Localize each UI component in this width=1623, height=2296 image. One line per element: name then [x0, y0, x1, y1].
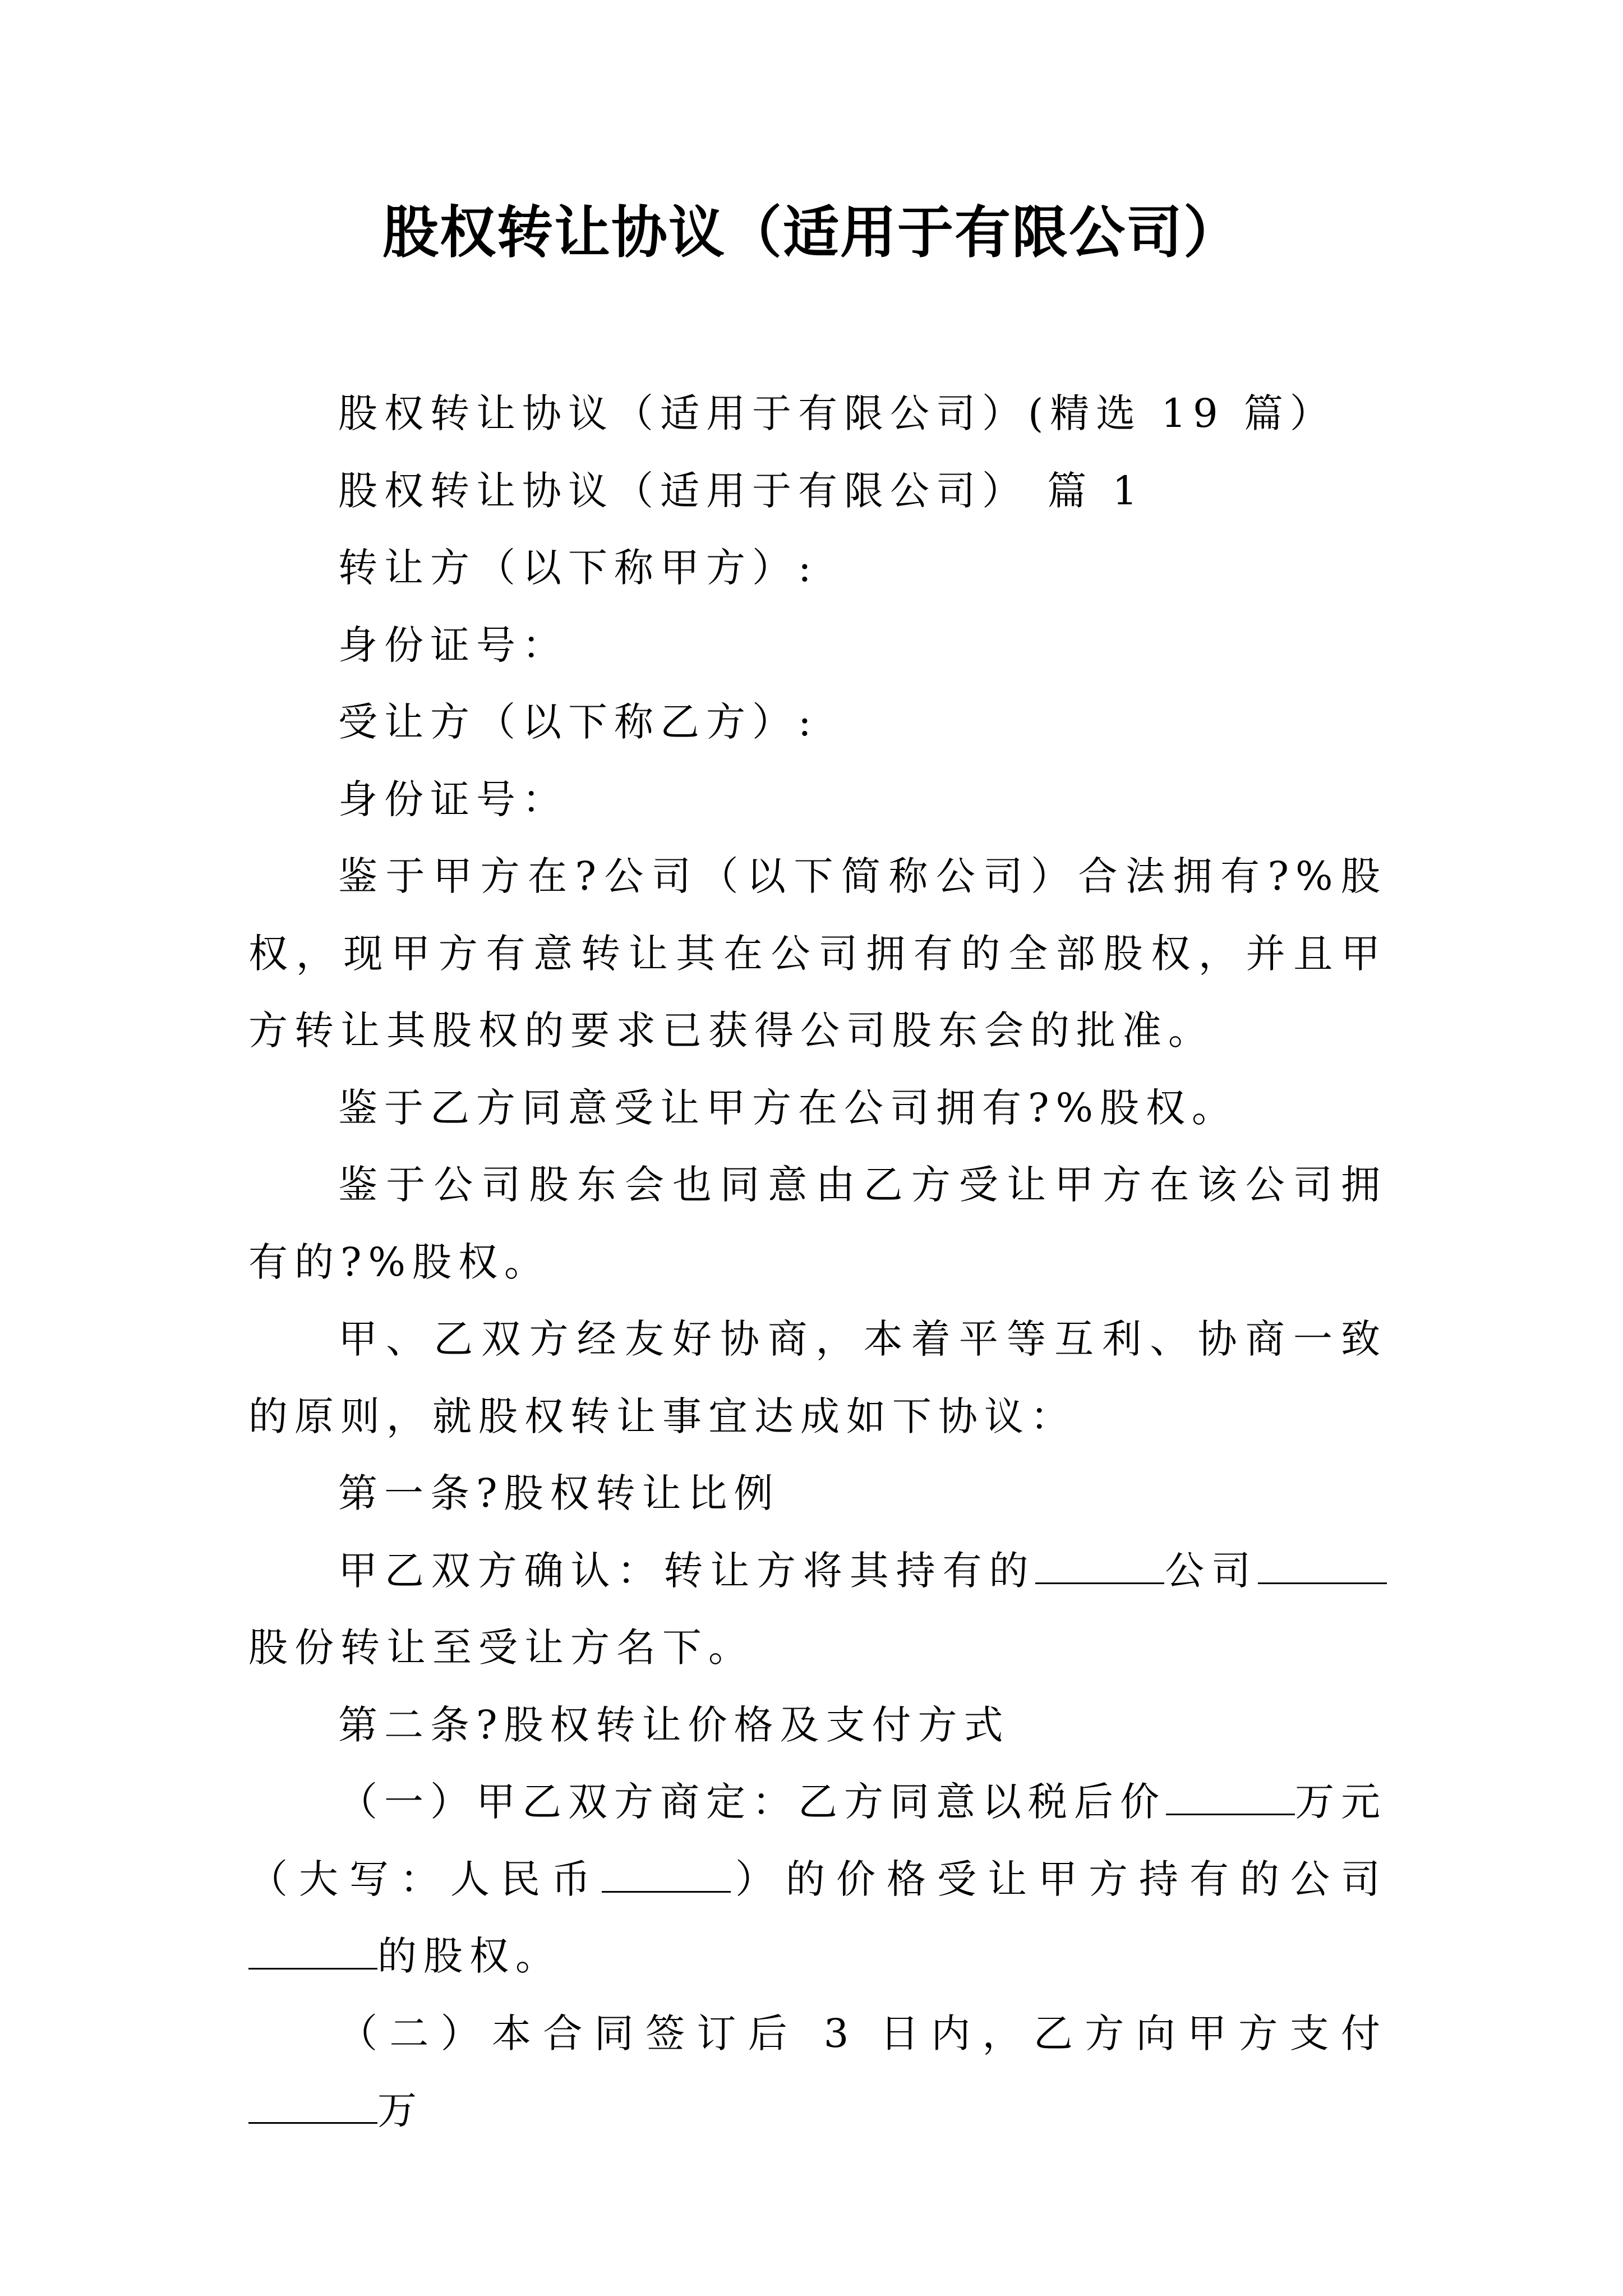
paragraph-transferee: 受让方（以下称乙方）: [338, 699, 818, 745]
clause2-item1-part3: ）的价格受让甲方持有的公司 [731, 1856, 1387, 1902]
document-title: 股权转让协议（适用于有限公司） [382, 200, 1241, 265]
paragraph-transferor: 转让方（以下称甲方）: [338, 545, 818, 591]
paragraph-clause2-item2 [248, 1995, 1387, 2150]
clause2-item1-part4: 的股权。 [377, 1933, 561, 1979]
clause2-item2-part1: （二）本合同签订后 3 日内，乙方向甲方支付 [338, 2010, 1387, 2056]
blank-line [1258, 1550, 1387, 1584]
clause1-text-part1: 甲乙双方确认：转让方将其持有的 [338, 1547, 1036, 1594]
paragraph-whereas-3: 鉴于公司股东会也同意由乙方受让甲方在该公司拥有的?%股权。 [248, 1162, 1387, 1285]
paragraph-whereas-1: 鉴于甲方在?公司（以下简称公司）合法拥有?%股权，现甲方有意转让其在公司拥有的全部股权，并且甲方转让其股权的要求已获得公司股东会的批准。 [248, 853, 1387, 1053]
blank-line [248, 1935, 377, 1970]
paragraph-subtitle: 股权转让协议（适用于有限公司）(精选 19 篇） [338, 390, 1336, 436]
paragraph-agreement-intro: 甲、乙双方经友好协商，本着平等互利、协商一致的原则，就股权转让事宜达成如下协议： [248, 1316, 1387, 1439]
blank-line [1035, 1550, 1164, 1584]
paragraph-clause1-text [248, 1533, 1387, 1687]
paragraph-transferee-id: 身份证号： [338, 776, 568, 822]
paragraph-whereas-2: 鉴于乙方同意受让甲方在公司拥有?%股权。 [338, 1084, 1238, 1131]
document-body [248, 375, 1387, 2150]
blank-line [248, 2090, 377, 2124]
paragraph-clause2-item1 [248, 1764, 1387, 1995]
clause2-item2-part2: 万 [377, 2087, 423, 2133]
clause1-text-part3: 股份转让至受让方名下。 [248, 1625, 754, 1671]
blank-line [1166, 1781, 1295, 1815]
blank-line [602, 1858, 731, 1893]
paragraph-transferor-id: 身份证号： [338, 622, 568, 668]
paragraph-clause1-heading: 第一条?股权转让比例 [338, 1470, 780, 1516]
clause1-text-part2: 公司 [1164, 1547, 1258, 1594]
clause2-item1-part2: 万元（大写：人民币 [248, 1779, 1387, 1902]
clause2-item1-part1: （一）甲乙双方商定：乙方同意以税后价 [338, 1779, 1166, 1825]
paragraph-clause2-heading: 第二条?股权转让价格及支付方式 [338, 1701, 1010, 1748]
paragraph-section-heading: 股权转让协议（适用于有限公司） 篇 1 [338, 467, 1145, 514]
